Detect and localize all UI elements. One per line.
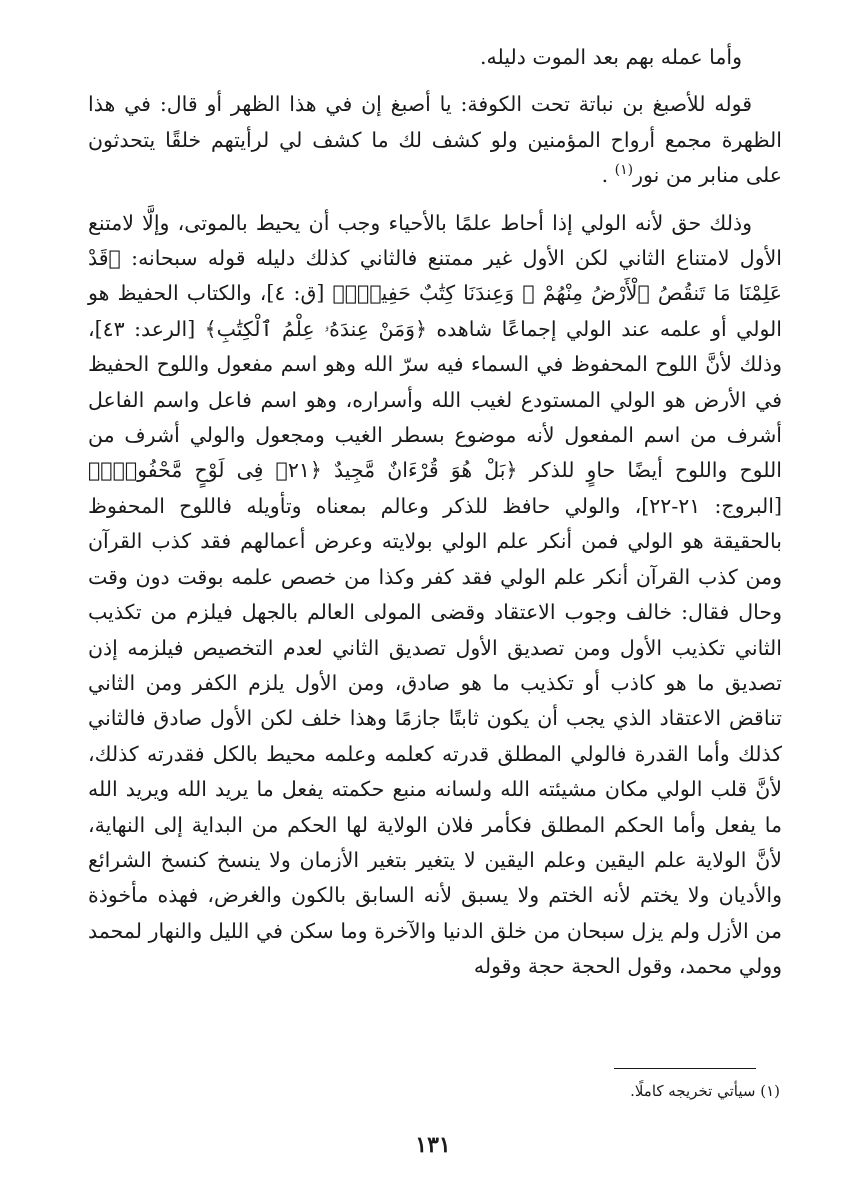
footnote-reference[interactable]: (١) (614, 162, 634, 179)
page-number: ١٣١ (415, 1132, 451, 1158)
page-body (88, 40, 782, 985)
paragraph-3: وذلك حق لأنه الولي إذا أحاط علمًا بالأحياء وجب أن يحيط بالموتى، وإلَّا لامتنع الأول لامتناع الثاني لكن الأول غير ممتنع فالثاني كذلك دليله قوله سبحانه: ﴿قَدْ عَلِمْنَا مَا تَنقُصُ ٱلْأَرْضُ مِنْهُمْ ۖ وَعِندَنَا كِتَٰبٌ حَفِيظٌۢ﴾ [ق: ٤]، والكتاب الحفيظ هو الولي أو علمه عند الولي إجماعًا شاهده ﴿وَمَنْ عِندَهُۥ عِلْمُ ٱلْكِتَٰبِ﴾ [الرعد: ٤٣]، وذلك لأنَّ اللوح المحفوظ في السماء فيه سرّ الله وهو اسم مفعول واللوح الحفيظ في الأرض هو الولي المستودع لغيب الله وأسراره، وهو اسم فاعل واسم الفاعل أشرف من اسم المفعول لأنه موضوع بسطر الغيب ومجعول والولي أشرف من اللوح واللوح أيضًا حاوٍ للذكر ﴿بَلْ هُوَ قُرْءَانٌ مَّجِيدٌ ﴿٢١﴾ فِى لَوْحٍ مَّحْفُوظٍۭ﴾ [البروج: ٢١-٢٢]، والولي حافظ للذكر وعالم بمعناه وتأويله فاللوح المحفوظ بالحقيقة هو الولي فمن أنكر علم الولي بولايته وعرض أعمالهم فقد كذب القرآن ومن كذب القرآن أنكر علم الولي فقد كفر وكذا من خصص علمه بوقت دون وقت وحال فقال: خالف وجوب الاعتقاد وقضى المولى العالم بالجهل فيلزم من تكذيب الثاني تكذيب الأول ومن تصديق الأول تصديق الثاني لعدم التخصيص فيلزمه إذن تصديق ما هو كاذب أو تكذيب ما هو صادق، ومن الأول يلزم الكفر ومن الثاني تناقض الاعتقاد الذي يجب أن يكون ثابتًا جازمًا وهذا خلف لكن الأول صادق فالثاني كذلك وأما القدرة فالولي المطلق قدرته كعلمه وعلمه محيط بالكل فقدرته كذلك، لأنَّ قلب الولي مكان مشيئته الله ولسانه منبع حكمته يفعل ما يريد الله ويريد الله ما يفعل وأما الحكم المطلق فكأمر فلان الولاية لها الحكم من البداية إلى النهاية، لأنَّ الولاية علم اليقين وعلم اليقين لا يتغير بتغير الأزمان ولا ينسخ كنسخ الشرائع والأديان ولا يختم لأنه الختم ولا يسبق لأنه السابق بالكون والغرض، فهذه مأخوذة من الأزل ولم يزل سبحان من خلق الدنيا والآخرة وما سكن في الليل والنهار لمحمد وولي محمد، وقول الحجة حجة وقوله (88, 210, 782, 979)
paragraph-gap (88, 194, 782, 206)
paragraph-1: وأما عمله بهم بعد الموت دليله. (480, 45, 742, 69)
paragraph-2-end: . (601, 163, 609, 188)
paragraph-2-text: قوله للأصبغ بن نباتة تحت الكوفة: يا أصبغ إن في هذا الظهر أو قال: في هذا الظهرة مجمع أرواح المؤمنين ولو كشف لك ما كشف لي لرأيتهم خلقًا يتحدثون على منابر من نور (88, 92, 782, 188)
footnote: (١) سيأتي تخريجه كاملًا. (630, 1082, 780, 1100)
paragraph-2 (88, 87, 782, 193)
footnote-divider (614, 1068, 756, 1069)
paragraph-gap (88, 75, 782, 87)
